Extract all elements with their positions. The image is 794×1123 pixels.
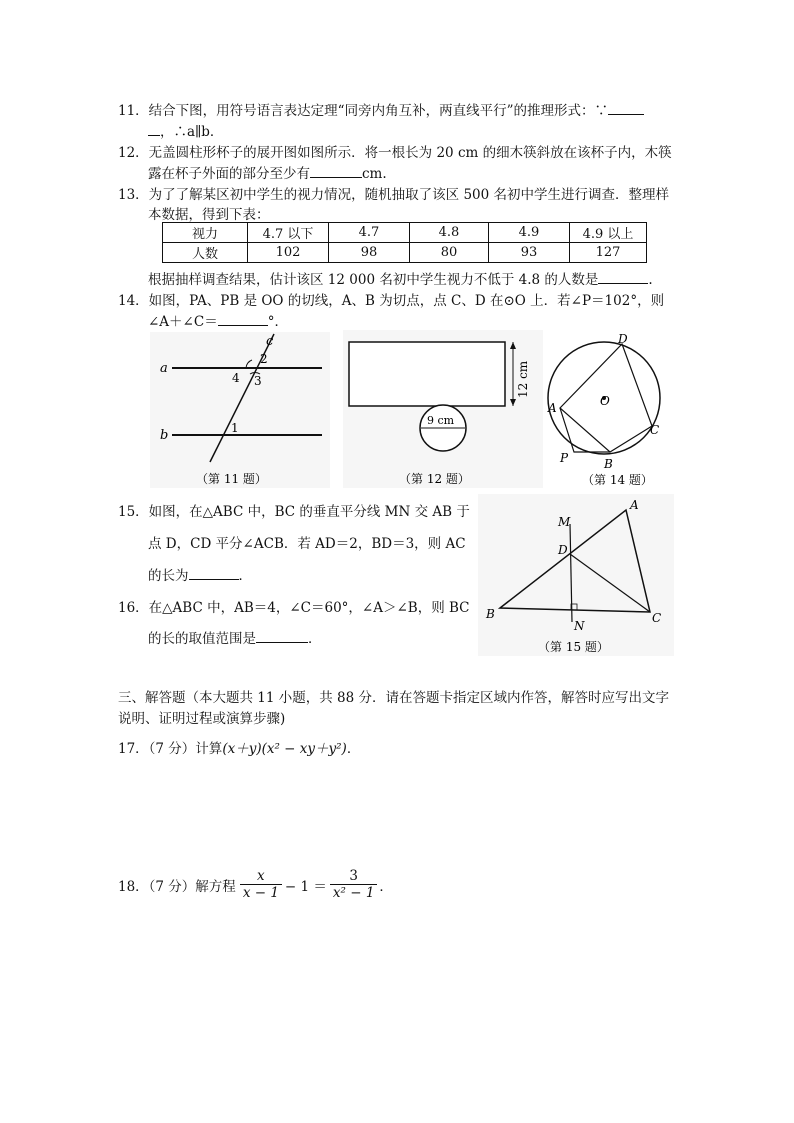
label-P: P xyxy=(560,451,569,465)
fig11-caption: （第 11 题） xyxy=(196,472,267,486)
q13-period: . xyxy=(648,272,653,288)
q11-line1 xyxy=(118,99,644,119)
q16-blank[interactable] xyxy=(256,630,308,643)
q14-degree: °． xyxy=(267,314,288,330)
table-cell: 4.7 xyxy=(329,223,410,243)
q15-line1: 15．如图，在△ABC 中，BC 的垂直平分线 MN 交 AB 于 xyxy=(118,504,470,520)
q12-line1: 12．无盖圆柱形杯子的展开图如图所示．将一根长为 20 cm 的细木筷斜放在该杯子内，木筷 xyxy=(118,145,672,161)
q16-line2 xyxy=(148,627,322,647)
q11-conclusion: ，∴a∥b． xyxy=(160,124,224,140)
table-row xyxy=(163,243,647,263)
q12-unit: cm. xyxy=(362,166,387,182)
vision-table xyxy=(162,222,647,263)
table-cell: 4.9 以上 xyxy=(570,223,647,243)
fig15-caption: （第 15 题） xyxy=(538,640,609,654)
table-cell: 4.8 xyxy=(410,223,489,243)
q16-period: ． xyxy=(308,631,322,647)
label-4: 4 xyxy=(232,371,240,385)
label-B: B xyxy=(486,607,495,621)
q15-period: ． xyxy=(238,568,252,584)
q17-line xyxy=(118,737,360,757)
label-O: O xyxy=(600,394,610,408)
q17-period: ． xyxy=(346,741,361,757)
label-D: D xyxy=(618,332,628,346)
q15-line3 xyxy=(148,564,252,584)
q18-lhs-denominator: x − 1 xyxy=(242,885,279,901)
q18-lhs-fraction xyxy=(240,868,282,901)
q12-text: 露在杯子外面的部分至少有 xyxy=(148,166,310,182)
table-cell: 80 xyxy=(410,243,489,263)
q16-text: 的长的取值范围是 xyxy=(148,631,256,647)
label-A: A xyxy=(630,498,639,512)
q17-expression: (x＋y)(x² − xy＋y²) xyxy=(222,741,347,757)
q13-line1: 13．为了了解某区初中学生的视力情况，随机抽取了该区 500 名初中学生进行调查．整理样 xyxy=(118,187,670,203)
q13-line3 xyxy=(148,268,653,288)
q11-blank-2[interactable] xyxy=(148,123,160,136)
cup-side-rectangle xyxy=(349,342,505,406)
figure-12 xyxy=(343,330,543,488)
label-3: 3 xyxy=(254,374,262,388)
diameter-label: 9 cm xyxy=(427,414,455,427)
label-A: A xyxy=(548,401,557,415)
q12-line2 xyxy=(148,162,387,182)
q18-rhs-numerator: 3 xyxy=(330,868,378,885)
q14-line2 xyxy=(148,310,288,330)
label-2: 2 xyxy=(260,352,268,366)
q14-line1: 14．如图，PA、PB 是 OO 的切线，A、B 为切点，点 C、D 在⊙O 上．若∠P＝102°，则 xyxy=(118,293,665,309)
label-C: C xyxy=(650,423,660,437)
label-N: N xyxy=(574,619,585,633)
q18-lhs-numerator: x xyxy=(240,868,282,885)
q18-line xyxy=(118,868,393,901)
table-header-row xyxy=(163,223,647,243)
table-cell: 4.7 以下 xyxy=(248,223,329,243)
table-cell: 93 xyxy=(489,243,570,263)
fig14-caption: （第 14 题） xyxy=(582,473,653,487)
height-label: 12 cm xyxy=(516,360,530,398)
label-c: c xyxy=(266,334,274,349)
table-cell: 98 xyxy=(329,243,410,263)
q15-line2: 点 D，CD 平分∠ACB．若 AD＝2，BD＝3，则 AC xyxy=(148,536,466,552)
label-b: b xyxy=(160,428,169,443)
fig11-background xyxy=(150,332,330,488)
table-cell: 视力 xyxy=(163,223,248,243)
label-M: M xyxy=(558,515,571,529)
table-cell: 102 xyxy=(248,243,329,263)
q11-line2 xyxy=(148,120,223,140)
q13-line2: 本数据，得到下表： xyxy=(148,207,270,223)
q15-blank[interactable] xyxy=(189,567,239,580)
q15-text: 的长为 xyxy=(148,568,189,584)
fig12-caption: （第 12 题） xyxy=(399,472,470,486)
q18-text: 18．（7 分）解方程 xyxy=(118,878,236,895)
q13-blank[interactable] xyxy=(598,271,648,284)
q18-period: ． xyxy=(379,878,393,895)
label-B: B xyxy=(604,457,613,471)
q18-rhs-fraction xyxy=(330,868,378,901)
q18-middle: − 1 ＝ xyxy=(284,878,327,895)
label-1: 1 xyxy=(231,421,239,435)
table-cell: 4.9 xyxy=(489,223,570,243)
q17-text: 17．（7 分）计算 xyxy=(118,741,223,757)
figure-14 xyxy=(538,328,674,490)
q11-text: 11．结合下图，用符号语言表达定理“同旁内角互补，两直线平行”的推理形式：∵ xyxy=(118,103,608,119)
q12-blank[interactable] xyxy=(310,165,362,178)
table-cell: 127 xyxy=(570,243,647,263)
section3-line2: 说明、证明过程或演算步骤) xyxy=(118,711,286,727)
figure-15 xyxy=(478,494,674,656)
label-D: D xyxy=(558,543,568,557)
q14-blank[interactable] xyxy=(218,313,268,326)
figure-11 xyxy=(150,332,330,488)
q13-text: 根据抽样调查结果，估计该区 12 000 名初中学生视力不低于 4.8 的人数是 xyxy=(148,272,599,288)
label-C: C xyxy=(652,611,662,625)
q14-text: ∠A＋∠C＝ xyxy=(148,314,218,330)
label-a: a xyxy=(160,361,168,376)
table-cell: 人数 xyxy=(163,243,248,263)
q11-blank-1[interactable] xyxy=(608,102,644,115)
q16-line1: 16．在△ABC 中，AB＝4，∠C＝60°，∠A＞∠B，则 BC xyxy=(118,600,470,616)
q18-rhs-denominator: x² − 1 xyxy=(332,885,375,901)
section3-line1: 三、解答题（本大题共 11 小题，共 88 分．请在答题卡指定区域内作答，解答时应写出文字 xyxy=(118,690,670,706)
